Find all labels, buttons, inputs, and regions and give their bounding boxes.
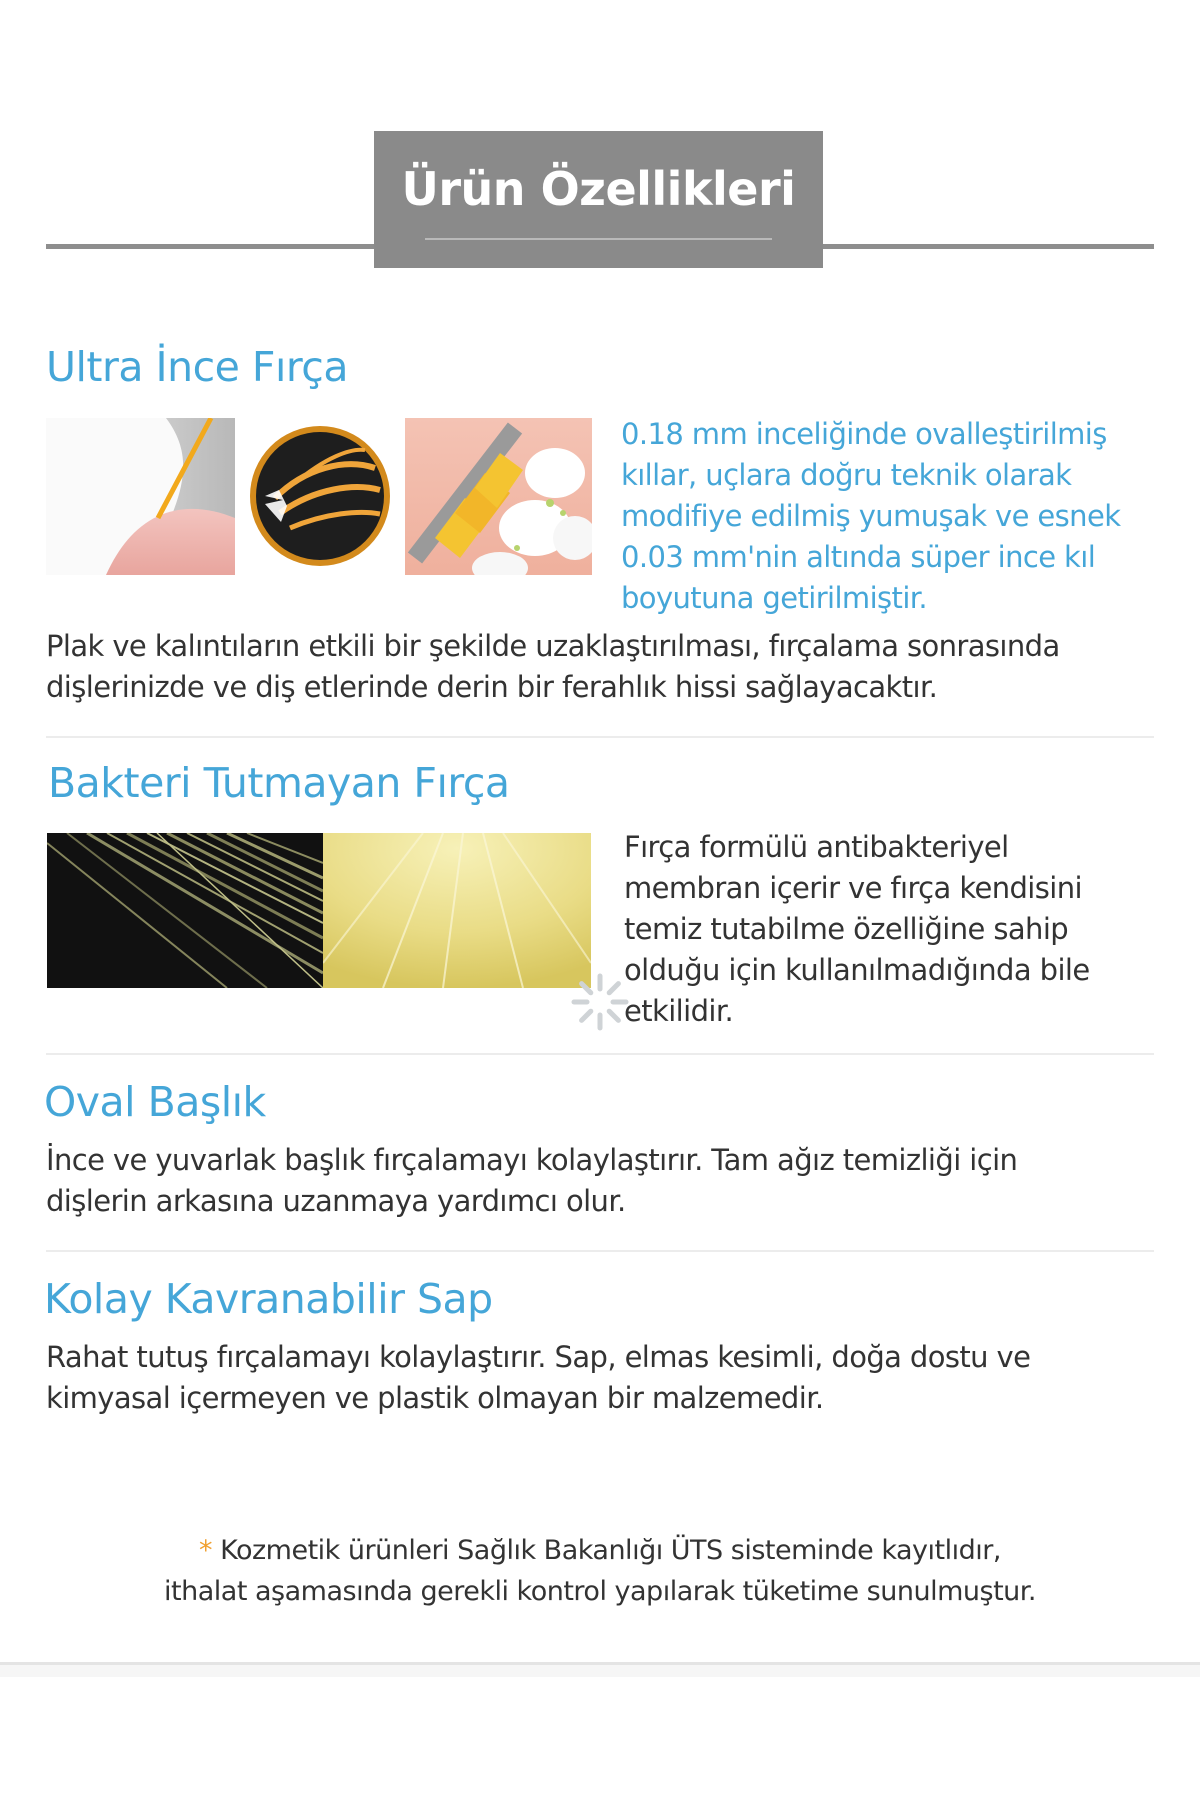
footer-note bbox=[100, 1530, 1100, 1612]
asterisk: * bbox=[199, 1535, 213, 1566]
footer-note-line-2: ithalat aşamasında gerekli kontrol yapılarak tüketime sunulmuştur. bbox=[164, 1576, 1036, 1607]
loading-spinner-icon bbox=[570, 972, 630, 1032]
feature-title-ultra-thin: Ultra İnce Fırça bbox=[46, 343, 348, 391]
header-underline bbox=[425, 238, 772, 240]
section-divider bbox=[46, 1250, 1154, 1252]
brushing-teeth-image bbox=[405, 418, 592, 575]
page-title: Ürün Özellikleri bbox=[401, 162, 796, 216]
bristle-light-image bbox=[323, 833, 591, 988]
feature-body-ultra-thin: Plak ve kalıntıların etkili bir şekilde uzaklaştırılması, fırçalama sonrasında dişlerinizde ve diş etlerinde derin bir ferahlık hissi sağlayacaktır. bbox=[46, 629, 1060, 704]
tooth-bristle-image bbox=[46, 418, 235, 575]
feature-description-ultra-thin: 0.18 mm inceliğinde ovalleştirilmiş kıllar, uçlara doğru teknik olarak modifiye edilmiş yumuşak ve esnek 0.03 mm'nin altında süper ince kıl boyutuna getirilmiştir. bbox=[621, 417, 1121, 615]
feature-title-oval-head: Oval Başlık bbox=[44, 1078, 266, 1126]
section-divider bbox=[46, 1053, 1154, 1055]
bristle-dark-image bbox=[47, 833, 323, 988]
feature-body-oval-head: İnce ve yuvarlak başlık fırçalamayı kolaylaştırır. Tam ağız temizliği için dişlerin arkasına uzanmaya yardımcı olur. bbox=[46, 1143, 1018, 1218]
section-divider bbox=[46, 736, 1154, 738]
feature-title-easy-grip: Kolay Kavranabilir Sap bbox=[44, 1275, 493, 1323]
feature-body-easy-grip: Rahat tutuş fırçalamayı kolaylaştırır. Sap, elmas kesimli, doğa dostu ve kimyasal içermeyen ve plastik olmayan bir malzemedir. bbox=[46, 1340, 1031, 1415]
section-header-box bbox=[374, 131, 823, 268]
bristle-closeup-image bbox=[235, 418, 405, 575]
footer-note-line-1: * Kozmetik ürünleri Sağlık Bakanlığı ÜTS sisteminde kayıtlıdır, bbox=[199, 1535, 1001, 1566]
feature-title-antibacterial: Bakteri Tutmayan Fırça bbox=[48, 759, 510, 807]
bottom-band bbox=[0, 1665, 1200, 1677]
feature-description-antibacterial: Fırça formülü antibakteriyel membran içerir ve fırça kendisini temiz tutabilme özelliğine sahip olduğu için kullanılmadığında bile etkilidir. bbox=[624, 830, 1090, 1028]
